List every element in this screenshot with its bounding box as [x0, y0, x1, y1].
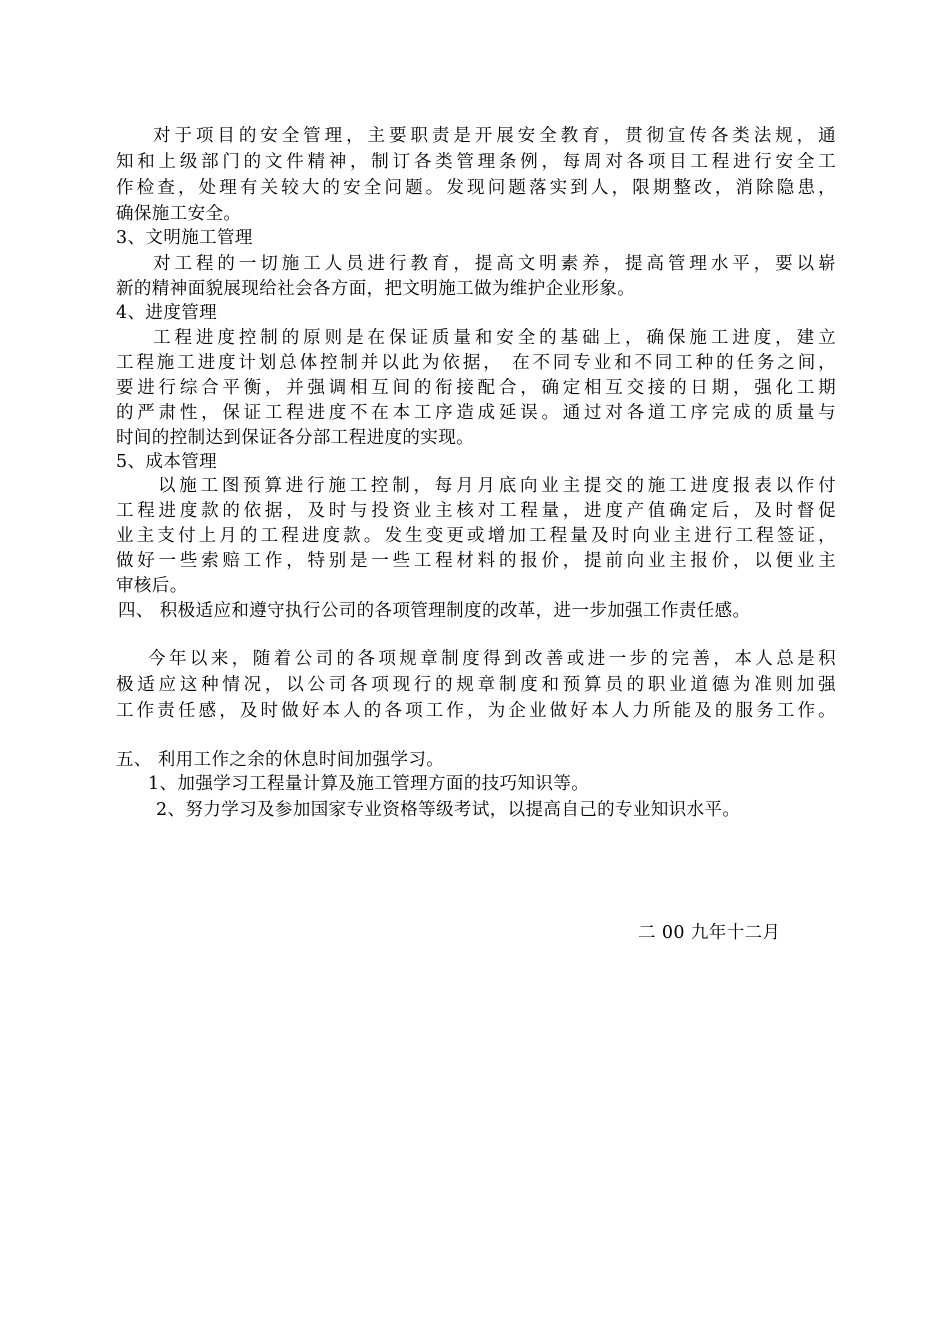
paragraph-cost-line-3: 业主支付上月的工程进度款。发生变更或增加工程量及时向业主进行工程签证，	[116, 526, 836, 546]
paragraph-safety-line-3: 作检查，处理有关较大的安全问题。发现问题落实到人，限期整改，消除隐患，	[116, 178, 836, 198]
heading-section-five: 五、 利用工作之余的休息时间加强学习。	[116, 750, 445, 770]
paragraph-safety-line-2: 知和上级部门的文件精神，制订各类管理条例，每周对各项目工程进行安全工	[116, 152, 836, 172]
paragraph-safety-line-1: 对于项目的安全管理，主要职责是开展安全教育，贯彻宣传各类法规，通	[153, 126, 836, 146]
heading-section-four: 四、 积极适应和遵守执行公司的各项管理制度的改革，进一步加强工作责任感。	[118, 601, 751, 621]
document-date: 二 00 九年十二月	[638, 923, 781, 943]
paragraph-cost-line-5: 审核后。	[116, 576, 188, 596]
heading-progress-management: 4、进度管理	[116, 303, 218, 323]
paragraph-regulations-line-3: 工作责任感，及时做好本人的各项工作，为企业做好本人力所能及的服务工作。	[116, 701, 836, 721]
paragraph-cost-line-2: 工程进度款的依据，及时与投资业主核对工程量，进度产值确定后，及时督促	[116, 501, 836, 521]
heading-civilized-construction: 3、文明施工管理	[116, 228, 253, 248]
paragraph-regulations-line-1: 今年以来，随着公司的各项规章制度得到改善或进一步的完善，本人总是积	[148, 649, 836, 669]
paragraph-safety-line-4: 确保施工安全。	[116, 204, 242, 224]
paragraph-progress-line-3: 要进行综合平衡，并强调相互间的衔接配合，确定相互交接的日期，强化工期	[116, 378, 836, 398]
paragraph-regulations-line-2: 极适应这种情况，以公司各项现行的规章制度和预算员的职业道德为准则加强	[116, 675, 836, 695]
paragraph-cost-line-1: 以施工图预算进行施工控制，每月月底向业主提交的施工进度报表以作付	[158, 476, 836, 496]
paragraph-cost-line-4: 做好一些索赔工作，特别是一些工程材料的报价，提前向业主报价，以便业主	[116, 551, 836, 571]
heading-cost-management: 5、成本管理	[116, 452, 218, 472]
paragraph-civilized-line-1: 对工程的一切施工人员进行教育，提高文明素养，提高管理水平，要以崭	[153, 254, 836, 274]
study-item-1: 1、加强学习工程量计算及施工管理方面的技巧知识等。	[148, 774, 590, 794]
paragraph-civilized-line-2: 新的精神面貌展现给社会各方面，把文明施工做为维护企业形象。	[116, 279, 636, 299]
paragraph-progress-line-2: 工程施工进度计划总体控制并以此为依据， 在不同专业和不同工种的任务之间，	[116, 353, 836, 373]
paragraph-progress-line-5: 时间的控制达到保证各分部工程进度的实现。	[116, 428, 474, 448]
study-item-2: 2、努力学习及参加国家专业资格等级考试，以提高自己的专业知识水平。	[156, 800, 741, 820]
paragraph-progress-line-1: 工程进度控制的原则是在保证质量和安全的基础上，确保施工进度，建立	[153, 328, 836, 348]
paragraph-progress-line-4: 的严肃性，保证工程进度不在本工序造成延误。通过对各道工序完成的质量与	[116, 403, 836, 423]
